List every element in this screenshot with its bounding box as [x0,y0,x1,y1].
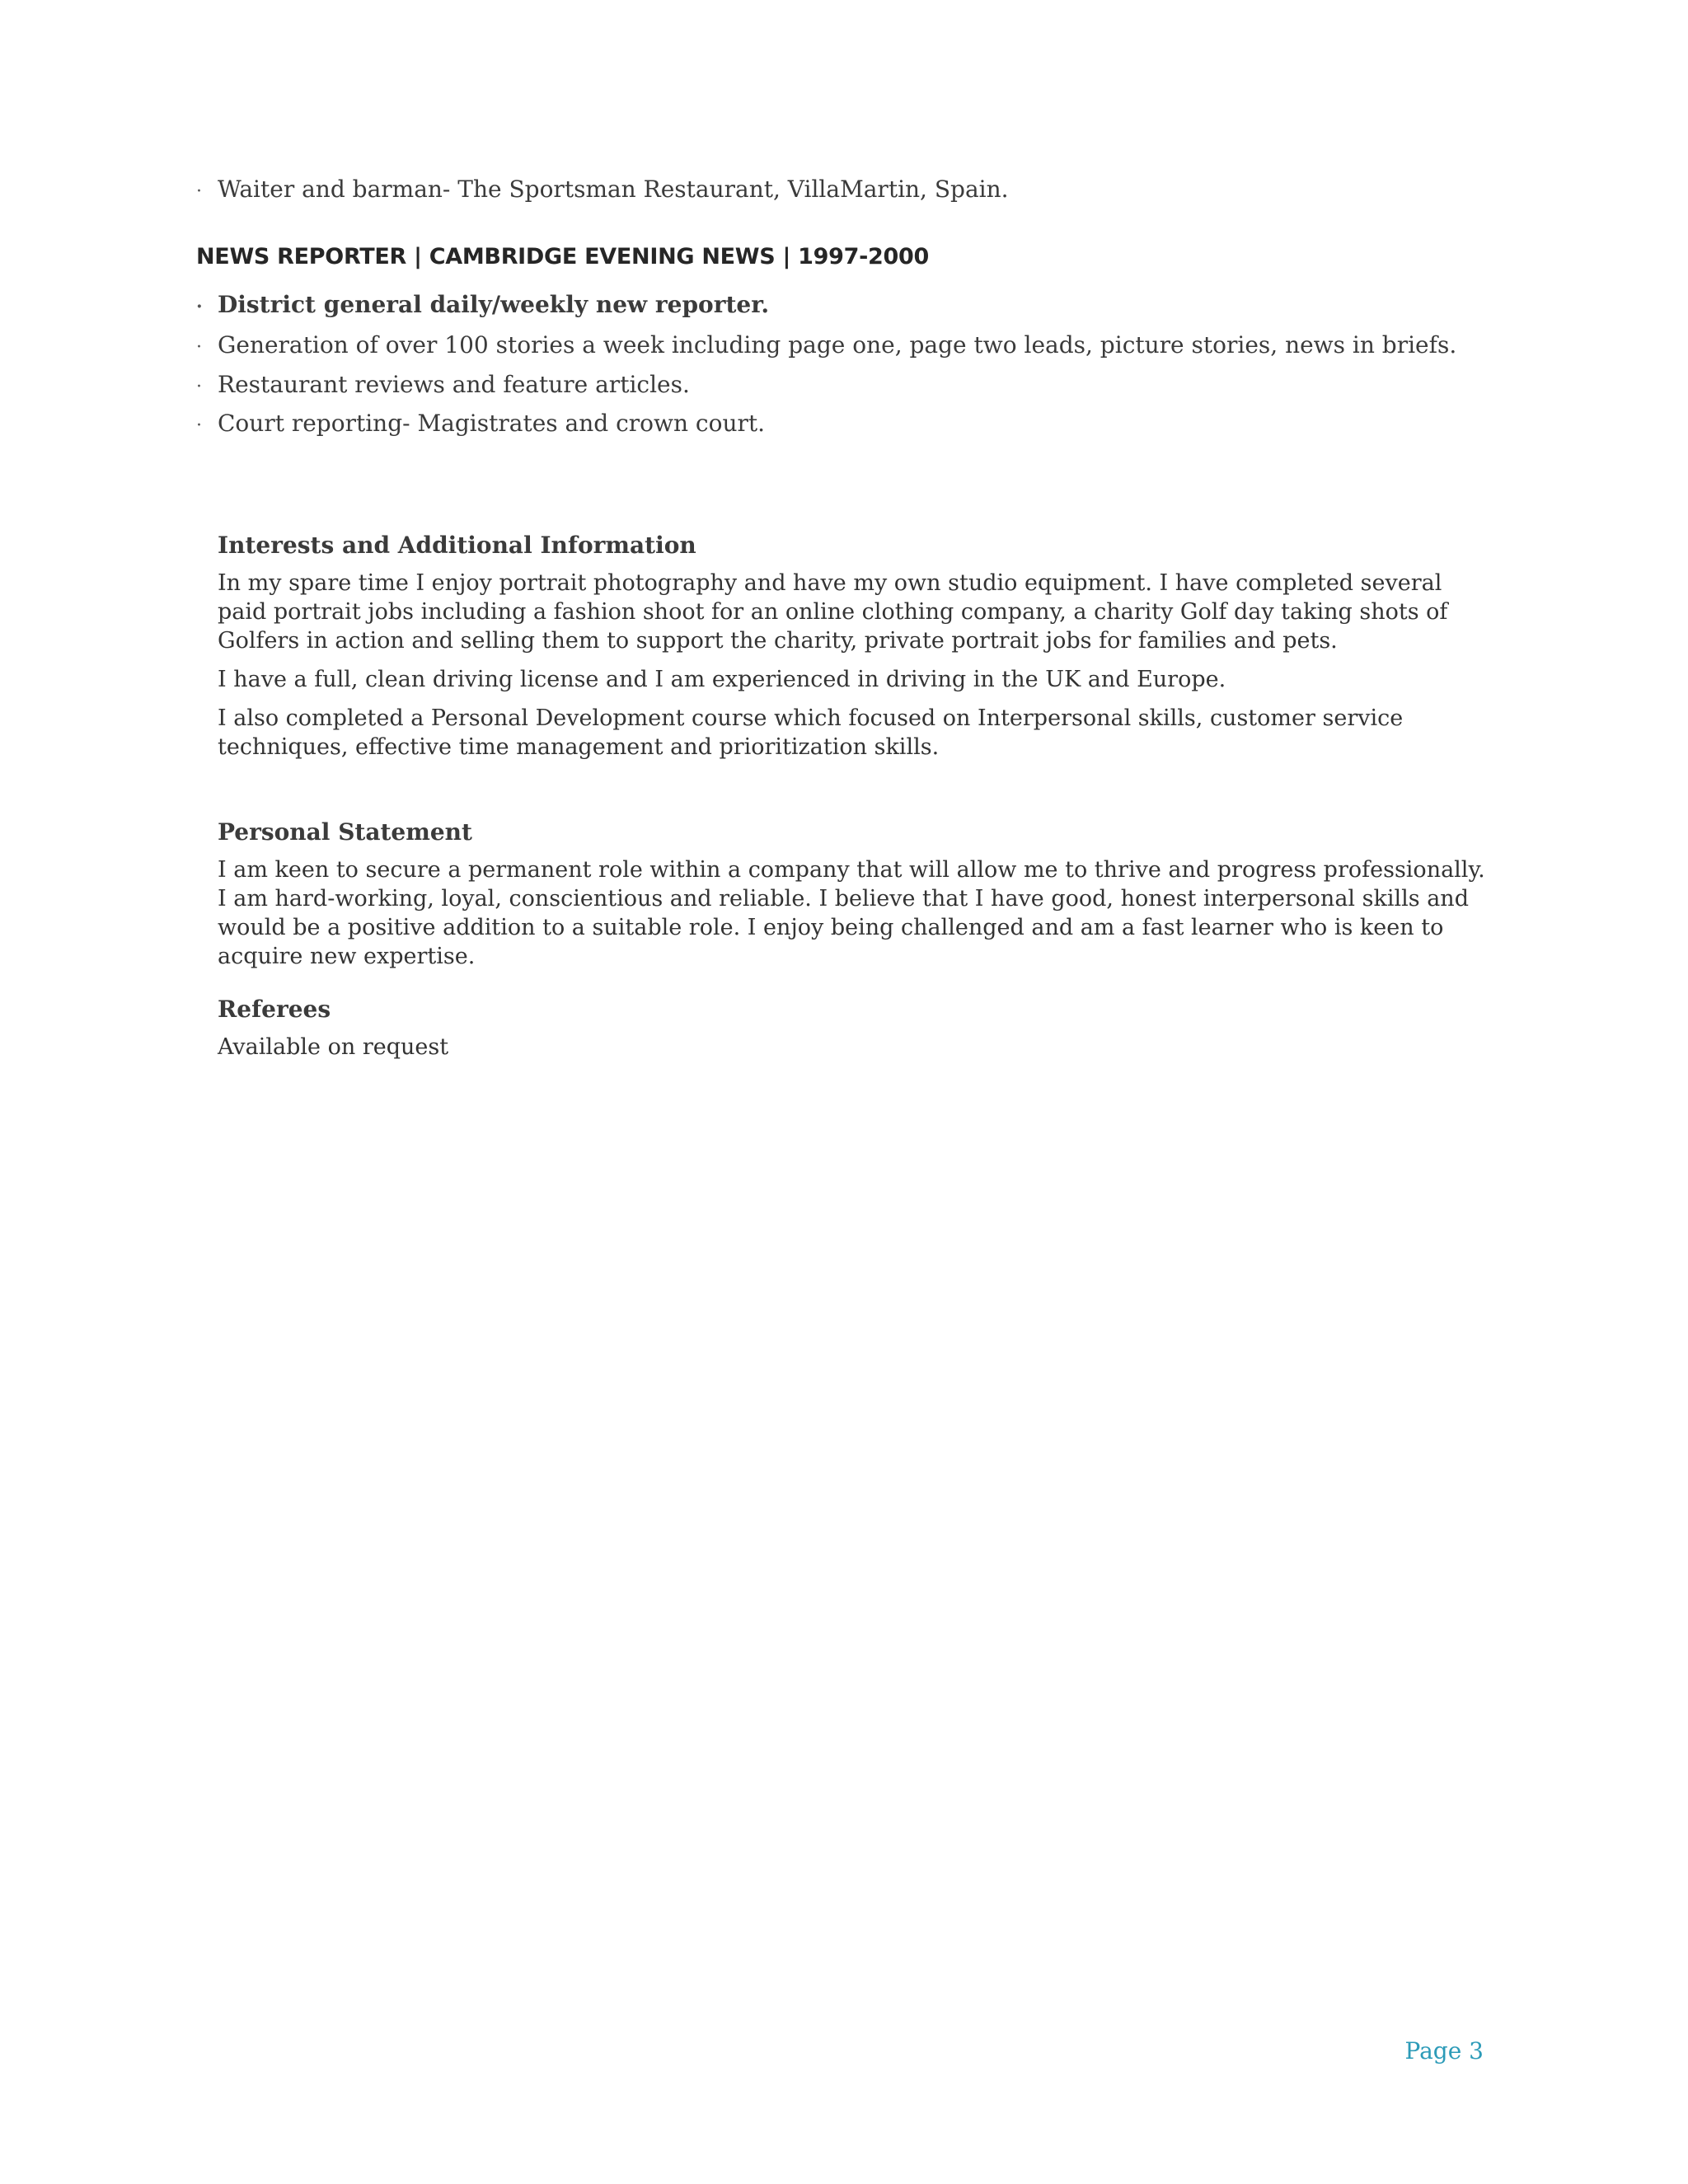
section-title: Interests and Additional Information [218,532,696,559]
list-item [196,291,769,321]
paragraph: I also completed a Personal Development course which focused on Interpersonal skills, customer service techniques, effective time management and prioritization skills. [218,705,1404,760]
interests-section [218,532,1487,771]
paragraph: I have a full, clean driving license and I am experienced in driving in the UK and Europe. [218,667,1226,692]
section-title: Personal Statement [218,818,472,846]
list-item [196,176,1009,206]
page-number: Page 3 [1404,2037,1484,2064]
job-heading: NEWS REPORTER | CAMBRIDGE EVENING NEWS | 1997-2000 [196,244,929,269]
list-item [196,371,690,401]
bullet-icon: · [196,296,203,317]
personal-statement-section [218,818,1487,981]
paragraph: Available on request [218,1034,449,1060]
section-title: Referees [218,996,331,1023]
bullet-icon: · [196,415,202,436]
referees-section [218,996,1487,1071]
list-item [196,331,1456,362]
list-item-text: Generation of over 100 stories a week including page one, page two leads, picture stories, news in briefs. [218,331,1457,359]
bullet-icon: · [196,337,202,358]
list-item [196,410,765,440]
list-item-text: Restaurant reviews and feature articles. [218,371,690,398]
paragraph: I am keen to secure a permanent role within a company that will allow me to thrive and progress professionally. I am hard-working, loyal, conscientious and reliable. I believe that I have good, honest interpersonal skills and would be a positive addition to a suitable role. I enjoy being challenged and am a fast learner who is keen to acquire new expertise. [218,857,1485,969]
bullet-icon: · [196,377,202,397]
list-item-text: Court reporting- Magistrates and crown court. [218,410,766,437]
bullet-icon: · [196,181,202,202]
paragraph: In my spare time I enjoy portrait photography and have my own studio equipment. I have completed several paid portrait jobs including a fashion shoot for an online clothing company, a charity Golf day taking shots of Golfers in action and selling them to support the charity, private portrait jobs for families and pets. [218,570,1448,654]
list-item-text: District general daily/weekly new reporter. [218,291,770,318]
list-item-text: Waiter and barman- The Sportsman Restaurant, VillaMartin, Spain. [218,176,1009,203]
